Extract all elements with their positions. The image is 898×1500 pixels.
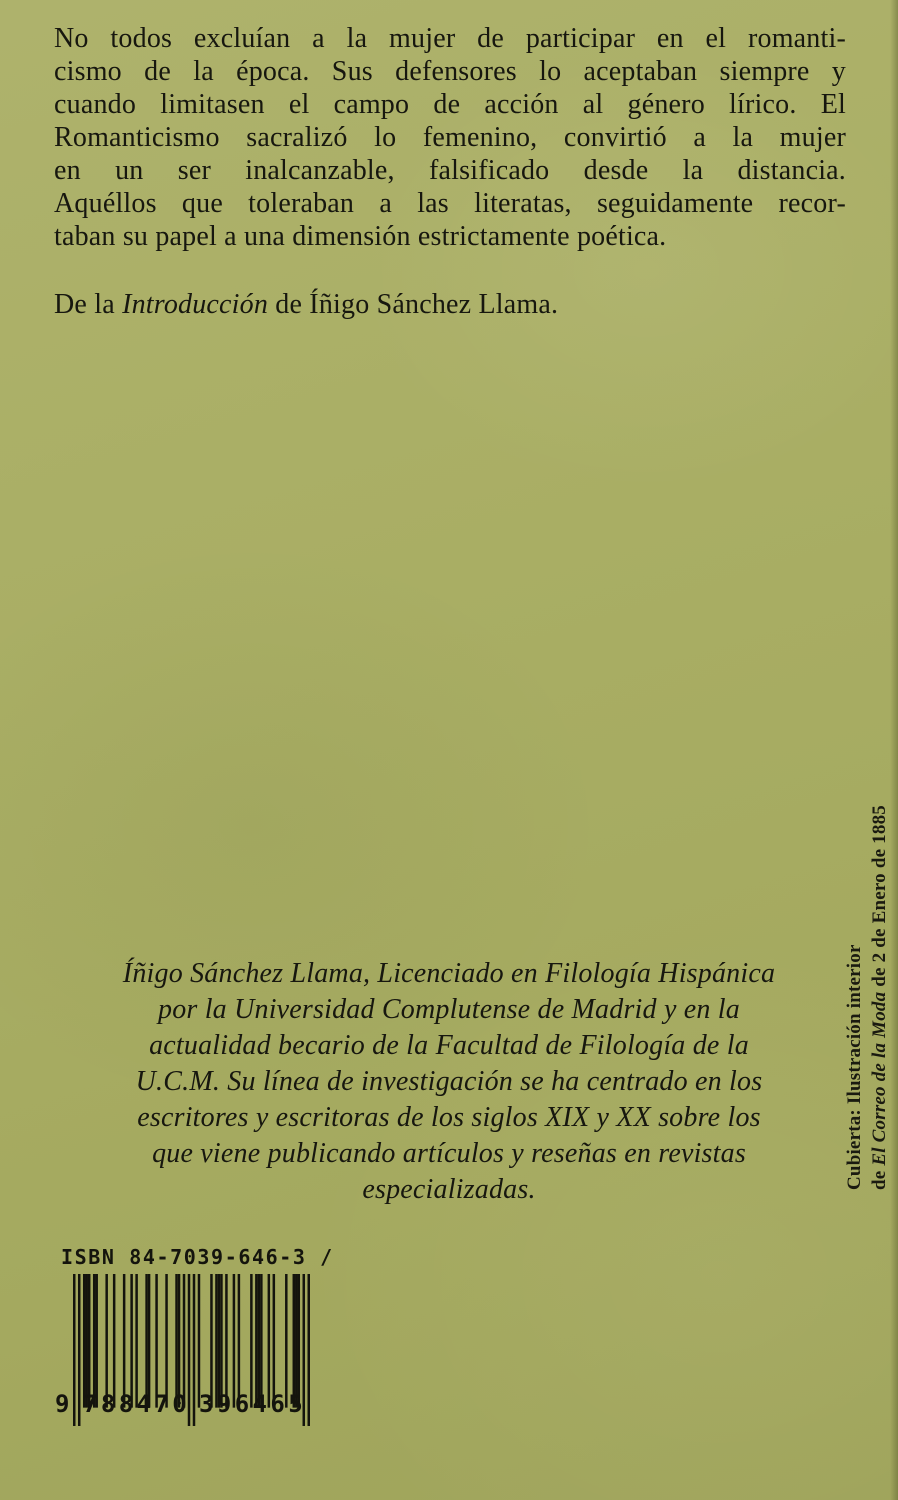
bio-line: escritores y escritoras de los siglos XIX y XX sobre los bbox=[137, 1102, 761, 1133]
cover-credit-line1: Cubierta: Ilustración interior bbox=[844, 944, 865, 1190]
bio-line: U.C.M. Su línea de investigación se ha centrado en los bbox=[135, 1066, 763, 1097]
isbn-text: ISBN 84-7039-646-3 / bbox=[61, 1245, 334, 1269]
ean-barcode bbox=[55, 1274, 310, 1426]
bio-line: especializadas. bbox=[362, 1174, 536, 1205]
synopsis-line: cismo de la época. Sus defensores lo aceptaban siempre y bbox=[54, 56, 846, 87]
cover-credit-publication-title: El Correo de la Moda bbox=[869, 991, 890, 1166]
attribution-line bbox=[54, 288, 558, 321]
cover-credit-text bbox=[842, 712, 892, 1190]
synopsis-line: cuando limitasen el campo de acción al género lírico. El bbox=[54, 89, 846, 120]
bio-line: Íñigo Sánchez Llama, Licenciado en Filología Hispánica bbox=[122, 958, 776, 989]
attribution-work-title: Introducción bbox=[122, 289, 269, 320]
synopsis-line: Romanticismo sacralizó lo femenino, convirtió a la mujer bbox=[54, 122, 846, 153]
barcode-digits bbox=[55, 1388, 310, 1422]
cover-credit-line2: de El Correo de la Moda de 2 de Enero de 1885 bbox=[869, 805, 890, 1190]
bio-line: actualidad becario de la Facultad de Filología de la bbox=[149, 1030, 749, 1061]
synopsis-line: taban su papel a una dimensión estrictamente poética. bbox=[54, 221, 667, 252]
synopsis-line: No todos excluían a la mujer de participar en el romanti- bbox=[54, 23, 846, 54]
attribution-prefix: De la bbox=[54, 289, 123, 320]
barcode-digits-right-group: 396465 bbox=[199, 1390, 307, 1418]
synopsis-line: Aquéllos que toleraban a las literatas, seguidamente recor- bbox=[54, 188, 846, 219]
attribution-suffix: de Íñigo Sánchez Llama. bbox=[268, 289, 559, 320]
bio-line: por la Universidad Complutense de Madrid y en la bbox=[158, 994, 740, 1025]
synopsis-line: en un ser inalcanzable, falsificado desde la distancia. bbox=[54, 155, 846, 186]
barcode-digits-left-group: 788470 bbox=[83, 1390, 191, 1418]
cover-credit-note bbox=[842, 712, 892, 1190]
synopsis-paragraph bbox=[54, 22, 846, 253]
author-bio bbox=[40, 956, 858, 1208]
barcode-digit-prefix: 9 bbox=[55, 1390, 70, 1418]
bio-line: que viene publicando artículos y reseñas en revistas bbox=[152, 1138, 746, 1169]
